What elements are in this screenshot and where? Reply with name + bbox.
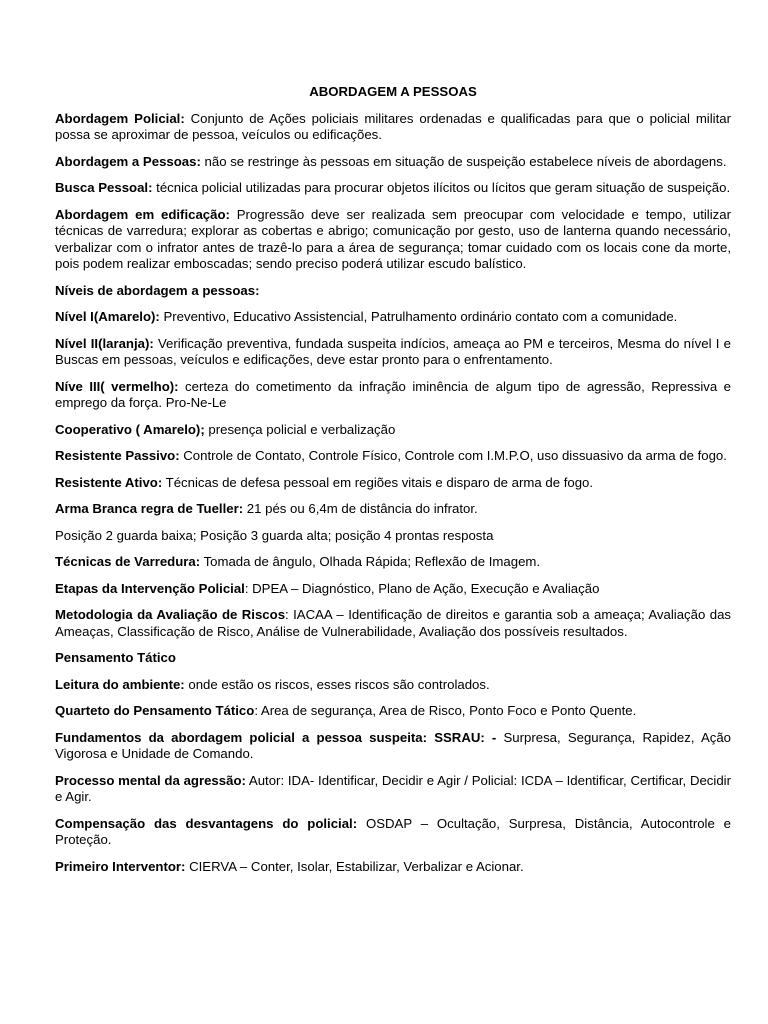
paragraph xyxy=(55,773,731,806)
document-body xyxy=(55,111,731,876)
paragraph xyxy=(55,859,731,876)
paragraph-text: presença policial e verbalização xyxy=(204,421,396,437)
paragraph-label: Resistente Ativo: xyxy=(55,474,163,490)
paragraph-text: Conjunto de Ações policiais militares ordenadas e qualificadas para que o policial militar possa se aproximar de pessoa, veículos ou edificações. xyxy=(55,110,731,142)
paragraph xyxy=(55,528,731,545)
paragraph-text: : Area de segurança, Area de Risco, Ponto Foco e Ponto Quente. xyxy=(254,703,637,718)
paragraph-label: Primeiro Interventor: xyxy=(55,858,186,874)
paragraph-label: Fundamentos da abordagem policial a pessoa suspeita: SSRAU: - xyxy=(55,729,497,745)
paragraph xyxy=(55,309,731,326)
paragraph xyxy=(55,501,731,518)
paragraph-label: Nível II(laranja): xyxy=(55,335,154,351)
paragraph-label: Abordagem em edificação: xyxy=(55,206,230,222)
paragraph xyxy=(55,816,731,849)
paragraph xyxy=(55,448,731,465)
paragraph xyxy=(55,730,731,763)
paragraph-text: : IACAA – Identificação de direitos e garantia sob a ameaça; Avaliação das Ameaças, Classificação de Risco, Análise de Vulnerabilidade, Avaliação dos possíveis resultados. xyxy=(55,607,731,639)
paragraph-label: Etapas da Intervenção Policial xyxy=(55,580,245,596)
paragraph-text: Posição 2 guarda baixa; Posição 3 guarda alta; posição 4 prontas resposta xyxy=(55,527,494,543)
paragraph-text: Preventivo, Educativo Assistencial, Patrulhamento ordinário contato com a comunidade. xyxy=(159,309,678,324)
paragraph-text: não se restringe às pessoas em situação de suspeição estabelece níveis de abordagens. xyxy=(200,153,727,169)
paragraph xyxy=(55,154,731,171)
paragraph xyxy=(55,379,731,412)
paragraph xyxy=(55,283,731,300)
paragraph xyxy=(55,336,731,369)
paragraph-text: técnica policial utilizadas para procurar objetos ilícitos ou lícitos que geram situação de suspeição. xyxy=(152,180,731,195)
paragraph-text: Surpresa, Segurança, Rapidez, Ação Vigorosa e Unidade de Comando. xyxy=(55,729,731,761)
paragraph xyxy=(55,111,731,144)
paragraph-label: Nível I(Amarelo): xyxy=(55,309,160,324)
paragraph-text: : DPEA – Diagnóstico, Plano de Ação, Execução e Avaliação xyxy=(244,580,600,596)
paragraph-text: Controle de Contato, Controle Físico, Controle com I.M.P.O, uso dissuasivo da arma de fogo. xyxy=(179,448,727,463)
paragraph-label: Técnicas de Varredura: xyxy=(55,554,201,569)
paragraph xyxy=(55,207,731,273)
paragraph xyxy=(55,650,731,667)
paragraph-label: Abordagem a Pessoas: xyxy=(55,153,201,169)
paragraph-label: Níveis de abordagem a pessoas: xyxy=(55,282,260,298)
paragraph-text: onde estão os riscos, esses riscos são controlados. xyxy=(184,676,490,692)
paragraph-label: Leitura do ambiente: xyxy=(55,676,185,692)
paragraph-label: Resistente Passivo: xyxy=(55,448,180,463)
paragraph xyxy=(55,607,731,640)
paragraph-label: Níve III( vermelho): xyxy=(55,378,179,394)
paragraph-text: Verificação preventiva, fundada suspeita indícios, ameaça ao PM e terceiros, Mesma do nível I e Buscas em pessoas, veículos e edificações, deve estar pronto para o enfrentamento. xyxy=(55,335,731,367)
paragraph-label: Busca Pessoal: xyxy=(55,180,153,195)
paragraph-label: Processo mental da agressão: xyxy=(55,772,246,788)
document-title: ABORDAGEM A PESSOAS xyxy=(309,84,477,99)
paragraph-text: OSDAP – Ocultação, Surpresa, Distância, Autocontrole e Proteção. xyxy=(55,815,731,847)
paragraph xyxy=(55,703,731,720)
paragraph-text: Autor: IDA- Identificar, Decidir e Agir / Policial: ICDA – Identificar, Certificar, Decidir e Agir. xyxy=(55,772,731,804)
paragraph xyxy=(55,677,731,694)
paragraph-label: Cooperativo ( Amarelo); xyxy=(55,421,205,437)
paragraph-text: certeza do cometimento da infração iminência de algum tipo de agressão, Repressiva e emprego da força. Pro-Ne-Le xyxy=(55,378,731,410)
document-page xyxy=(55,84,731,885)
paragraph xyxy=(55,475,731,492)
paragraph-label: Pensamento Tático xyxy=(55,650,176,665)
paragraph-text: 21 pés ou 6,4m de distância do infrator. xyxy=(243,501,478,516)
paragraph xyxy=(55,581,731,598)
paragraph-label: Quarteto do Pensamento Tático xyxy=(55,703,255,718)
paragraph-label: Compensação das desvantagens do policial: xyxy=(55,815,358,831)
paragraph-text: Técnicas de defesa pessoal em regiões vitais e disparo de arma de fogo. xyxy=(162,474,594,490)
paragraph-text: Tomada de ângulo, Olhada Rápida; Reflexão de Imagem. xyxy=(200,554,541,569)
paragraph xyxy=(55,554,731,571)
paragraph-text: Progressão deve ser realizada sem preocupar com velocidade e tempo, utilizar técnicas de varredura; explorar as cobertas e abrigo; comunicação por gesto, uso de lanterna quando necessário, verbalizar com o infrator antes de trazê-lo para a área de segurança; tomar cuidado com os locais cone da morte, pois podem realizar emboscadas; sendo preciso poderá utilizar escudo balístico. xyxy=(55,206,731,271)
paragraph-label: Arma Branca regra de Tueller: xyxy=(55,501,244,516)
paragraph-label: Abordagem Policial: xyxy=(55,110,185,126)
paragraph-label: Metodologia da Avaliação de Riscos xyxy=(55,607,286,622)
paragraph xyxy=(55,422,731,439)
paragraph-text: CIERVA – Conter, Isolar, Estabilizar, Verbalizar e Acionar. xyxy=(185,858,524,874)
paragraph xyxy=(55,180,731,197)
